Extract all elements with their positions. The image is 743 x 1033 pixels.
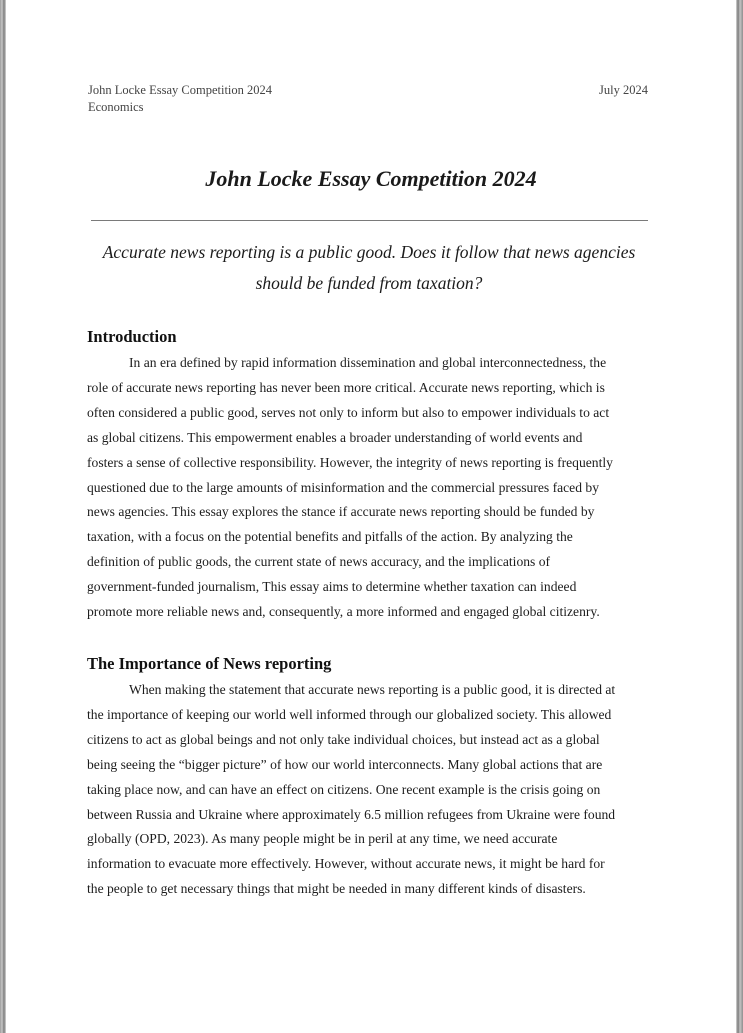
paragraph-line: the people to get necessary things that might be needed in many different kinds of disasters. <box>87 881 586 897</box>
paragraph-line: questioned due to the large amounts of misinformation and the commercial pressures faced by <box>87 479 600 495</box>
essay-question-line: Accurate news reporting is a public good. Does it follow that news agencies <box>102 242 636 262</box>
paragraph-line: citizens to act as global beings and not only take individual choices, but instead act as a global <box>87 731 600 747</box>
essay-question-line: should be funded from taxation? <box>255 273 483 293</box>
paragraph-line: often considered a public good, serves not only to inform but also to empower individuals to act <box>87 404 610 420</box>
paragraph-line: In an era defined by rapid information dissemination and global interconnectedness, the <box>129 355 607 370</box>
paragraph-line: promote more reliable news and, consequently, a more informed and engaged global citizenry. <box>87 604 600 620</box>
paragraph-line: being seeing the “bigger picture” of how our world interconnects. Many global actions that are <box>87 756 603 772</box>
document-page <box>6 0 736 1033</box>
section-heading: Introduction <box>87 327 177 346</box>
paragraph-line: the importance of keeping our world well informed through our globalized society. This allowed <box>87 706 612 722</box>
section-paragraph <box>87 351 653 625</box>
paragraph-line: globally (OPD, 2023). As many people might be in peril at any time, we need accurate <box>87 831 558 847</box>
essay-question <box>86 237 652 299</box>
document-title: John Locke Essay Competition 2024 <box>205 166 537 191</box>
paragraph-line: taking place now, and can have an effect on citizens. One recent example is the crisis going on <box>87 781 601 797</box>
section-paragraph <box>87 678 653 902</box>
title-divider <box>91 220 648 221</box>
paragraph-line: taxation, with a focus on the potential benefits and pitfalls of the action. By analyzing the <box>87 529 573 545</box>
paragraph-line: as global citizens. This empowerment enables a broader understanding of world events and <box>87 429 583 445</box>
header-date: July 2024 <box>599 83 648 97</box>
header-competition: John Locke Essay Competition 2024 <box>88 83 273 97</box>
paragraph-line: government-funded journalism, This essay aims to determine whether taxation can indeed <box>87 579 577 595</box>
paragraph-line: definition of public goods, the current state of news accuracy, and the implications of <box>87 554 551 570</box>
section-importance-of-news <box>87 654 653 902</box>
page-edge-right <box>736 0 743 1033</box>
section-introduction <box>87 327 653 625</box>
paragraph-line: fosters a sense of collective responsibility. However, the integrity of news reporting is frequently <box>87 454 613 470</box>
running-header-left <box>88 82 272 116</box>
paragraph-line: between Russia and Ukraine where approximately 6.5 million refugees from Ukraine were found <box>87 806 616 822</box>
paragraph-line: When making the statement that accurate news reporting is a public good, it is directed at <box>129 682 616 697</box>
paragraph-line: role of accurate news reporting has never been more critical. Accurate news reporting, which is <box>87 379 605 395</box>
paragraph-line: information to evacuate more effectively. However, without accurate news, it might be hard for <box>87 856 605 872</box>
header-subject: Economics <box>88 100 144 114</box>
section-heading: The Importance of News reporting <box>87 654 332 673</box>
paragraph-line: news agencies. This essay explores the stance if accurate news reporting should be funded by <box>87 504 595 520</box>
